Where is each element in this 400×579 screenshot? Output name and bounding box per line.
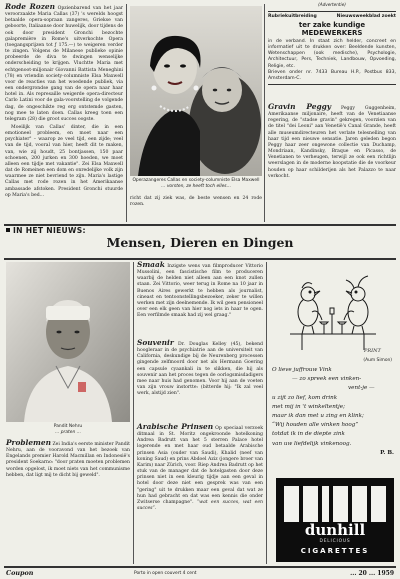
souvenir-heading: Souvenir — [137, 338, 174, 347]
rode-rozen-heading: Rode Rozen — [5, 2, 55, 11]
callas-continuation: richt dat zij ziek was, de beste wensen en 24 rode rozen. — [130, 196, 262, 208]
column-divider — [126, 4, 127, 222]
rode-rozen-p2: Moeilijk van Callas' dinter, die in een emotioneel probleem, en moet naar een psychiater" – waarop ze veel tijd, een zijde; veel van de tijd, vooral van hier, heeft dit te maken, van, wie zij houdt, 25 bontjassen, 150 paar schoenen, 200 jurken en 300 hoeden, we moet alleen een tijdje met vakantie". Zei Elsa Maxwell dat de Romeinen een dom en onredelijke volk zijn waarmee ze niet bevriend te zijn. Maria's lastige Callas met rode rozen in het Amerikaanse ambassade afstoken. President Gronchi stuurde op Maria's bed... — [5, 124, 123, 198]
rode-rozen-p1: Rode Rozen Opzienbarend van het jaar veroorzaakte Maria Callas (37) 's werelds hoogst betaalde opera-sopraan zangeres, Griekse van geboorte, Italiaanse door huwelijk, door tijdens de ook door president Gronchi bezochte galapremière in Rome's uitverkochte Opera (toegangsprijzen tot ƒ 175.—) te weigeren verder te zingen. Volgens de Milanese publieke opinie probeerde de diva te dwingen wenselijke onderscheiding te krijgen. Vluchtte Maria met echtgenoot-miljonair Giovanni Battista Meneghini (78) en vriendin society-columniste Elsa Maxwell voor de reacties van het woedende publiek, via een ondergrondse gang van de opera naar haar hotel in. Als represaille weigerde opera-directeur Carlo Latini voor de gala-voorstelling de volgende dag, de ongeschikte reg erg ontstemde gasten, nog mee te laten doen. Callas kreeg toen een telegram (28) die groot succes oogste. — [5, 2, 124, 122]
dunhill-pack-bars — [284, 486, 386, 522]
arabische-prinsen-article: Arabische Prinsen Op speciaal verzoek ditmaal in St. Moritz ongekroonde hotelkoning Andrea Badrutt van het 5 sterren Palace hotel logerende en met haar oud betaalde Arabische prinsen Asia (ouder van Saudi), Khalid (neef van koning Saud) en prins Abdoel Aziz (jongere broer van Karim) naar Zürich, voor. Riep Andrea Badrutt op het stuk van de manager dat de hotelgasten door deze prinsen niet in een kleurig tijdje aan een geval in hotel door deze niet een gesprek was van een "gering" uit te drukken maar een geval dat wat ze hun had gebracht en dat was een kennis die onder Zwitserse champagne". “wat een succes, wat een succes”. — [137, 422, 264, 512]
advertentie-label: (Advertentie) — [318, 2, 346, 7]
finch-cartoon-drawing — [272, 262, 394, 358]
poem-line-1: O lieve juffrouw Vink — [272, 367, 332, 373]
rode-rozen-article — [5, 4, 123, 199]
callas-caption — [130, 178, 262, 189]
problemen-heading: Problemen — [6, 438, 51, 447]
dunhill-brand: dunhill — [304, 521, 366, 539]
footer-strip — [6, 568, 394, 578]
poem-line-7: “Wij houden alle vinken hoog” — [272, 422, 359, 429]
vink-poem — [272, 366, 394, 458]
smaak-article: Smaak Inzigste wens van filmproducer Vittorio Mussolini, een fascistische film te produceren waarbij de helden niet alleen aan een knot zullen staan. Zei Vittorio, weer terug in Rome na 10 jaar in Buenos Aires gewerkt te hebben als journalist, cineast en tentoonstellingsbezoeker, zeker te willen werken met zijn deelnemende. Ik wil geen pensioneel over een elk geen van hier nog iets in haar te ogen. Een verfilmde smaak had zij wel graag." — [137, 260, 263, 319]
poem-line-2: — zo spreek een vinken- — [292, 376, 362, 383]
problemen-article: Problemen Zei India's eerste minister Pandit Nehru, aan de vooravond van het bezoek van Engelands premier Harold Macmillan en Indonesië's president Soekarno: "door praten moeten problemen worden opgelost, ik moet niets van het communisme hebben, dat ligt mij te dicht bij geweld". — [6, 438, 130, 478]
dunhill-ad — [276, 478, 394, 562]
cartoon-credit: (Aum Simon) — [363, 358, 392, 363]
callas-caption-line2: … vorsten, ze heeft toch elles… — [161, 183, 231, 189]
smaak-heading: Smaak — [137, 260, 165, 269]
bullet-square-icon — [6, 228, 10, 232]
nehru-caption-name: Pandit Nehru — [53, 424, 83, 429]
section-kicker: IN HET NIEUWS: — [6, 226, 394, 235]
medewerkers-title: ter zake kundige MEDEWERKERS — [298, 21, 366, 37]
postage-note: Porto in open couvert 4 cent — [134, 570, 197, 576]
gravin-peggy-article: Gravin Peggy Peggy Guggenheim, Amerikaanse miljonaire, heeft van de Venetiaanse regering, de "stadse gravin" gekregen, voorzien van de titel "dei Leoni" aan Venetië's Canal Grande, heeft alle museumdirecteuren het verlate telesnelling van haar tijd een nieuwe sensatie. Jaren geleden begon Peggy haar zeer ongewone collectie van Duchamp, Mondriaan, Kandinsky, Braque en Picasso, de Venetianen te verheugen, terwijl ze ook een richtlijn weerslagen in de moderne koopstatie die de voorkeur houden op haar schilderijen als het Palazzo te naar verkocht. — [268, 102, 396, 179]
poem-line-6: maar ik dan met u zing en klink; — [272, 413, 364, 420]
poem-line-4: u zijt zo lief, kom drink — [272, 394, 338, 401]
section-bottom-rule — [4, 258, 396, 260]
cartoon-signature: PRINT — [364, 348, 381, 354]
footer-date: ... 20 ... 1959 — [350, 569, 394, 577]
medewerkers-ad-header: Rubriekuitbreiding Nieuwsweekblad zoekt — [268, 11, 396, 19]
callas-caption-line1: Operazangeres Callas en society-columniste Elsa Maxwell — [132, 178, 260, 183]
arabische-prinsen-quote: “wat een succes, wat een succes”. — [137, 499, 264, 512]
poem-initials: P. B. — [380, 449, 394, 456]
souvenir-article: Souvenir Dr. Douglas Kelley (45), bekend hoogleraar in de psychiatrie aan de universiteit van California, deskundige bij de Neurenberg processen gingende zelfmoord door net als Hermann Goering een capsule cyaankali in te slikken, die hij als souvenir aan het proces tegen de oorlogsmisdadigers mee naar huis had genomen. Voor hij aan de voeten van zijn vrouw instortte: (bitterde hij: "Ik zal veel werk, alstijd zien". — [137, 338, 263, 397]
callas-photo-image — [130, 6, 262, 176]
nehru-caption-tag: … praten … — [54, 429, 82, 435]
column-divider-right — [264, 4, 265, 222]
callas-maxwell-photo — [130, 6, 262, 176]
nehru-photo — [6, 262, 130, 422]
medewerkers-body: in de verband. In staat zich helder, concreet en informatief uit te drukken over: Beeldende kunsten, Wetenschappen (ook medische), Psychologie, Architectuur, Pers, Techniek, Landbouw, Opvoeding, Religie, etc. — [268, 39, 396, 69]
poem-line-5: met mij in 't winkeltentje; — [272, 403, 345, 410]
nehru-caption — [6, 424, 130, 435]
gravin-peggy-heading: Gravin Peggy — [268, 102, 332, 111]
dunhill-tagline: DELICIOUS — [319, 539, 351, 544]
coupon-label: Coupon — [6, 569, 34, 577]
section-title: Mensen, Dieren en Dingen — [106, 235, 294, 250]
poem-line-3: vent-je — — [348, 385, 375, 392]
dunhill-product: CIGARETTES — [300, 547, 370, 555]
arabische-prinsen-heading: Arabische Prinsen — [137, 422, 214, 431]
medewerkers-ad — [268, 2, 396, 85]
nehru-photo-image — [6, 262, 130, 422]
column-divider-lower — [133, 262, 134, 564]
section-header — [6, 226, 394, 256]
poem-line-9: van uw liefdelijk vinkenoog. — [272, 440, 352, 447]
column-divider-lower-right — [266, 262, 267, 564]
medewerkers-contact: Brieven onder nr. 7433 Bureau H.P., Postbus 833, Amsterdam-C. — [268, 70, 396, 85]
birds-cartoon — [272, 262, 394, 358]
poem-line-8: totdat ik in de diepte zink — [272, 431, 345, 438]
